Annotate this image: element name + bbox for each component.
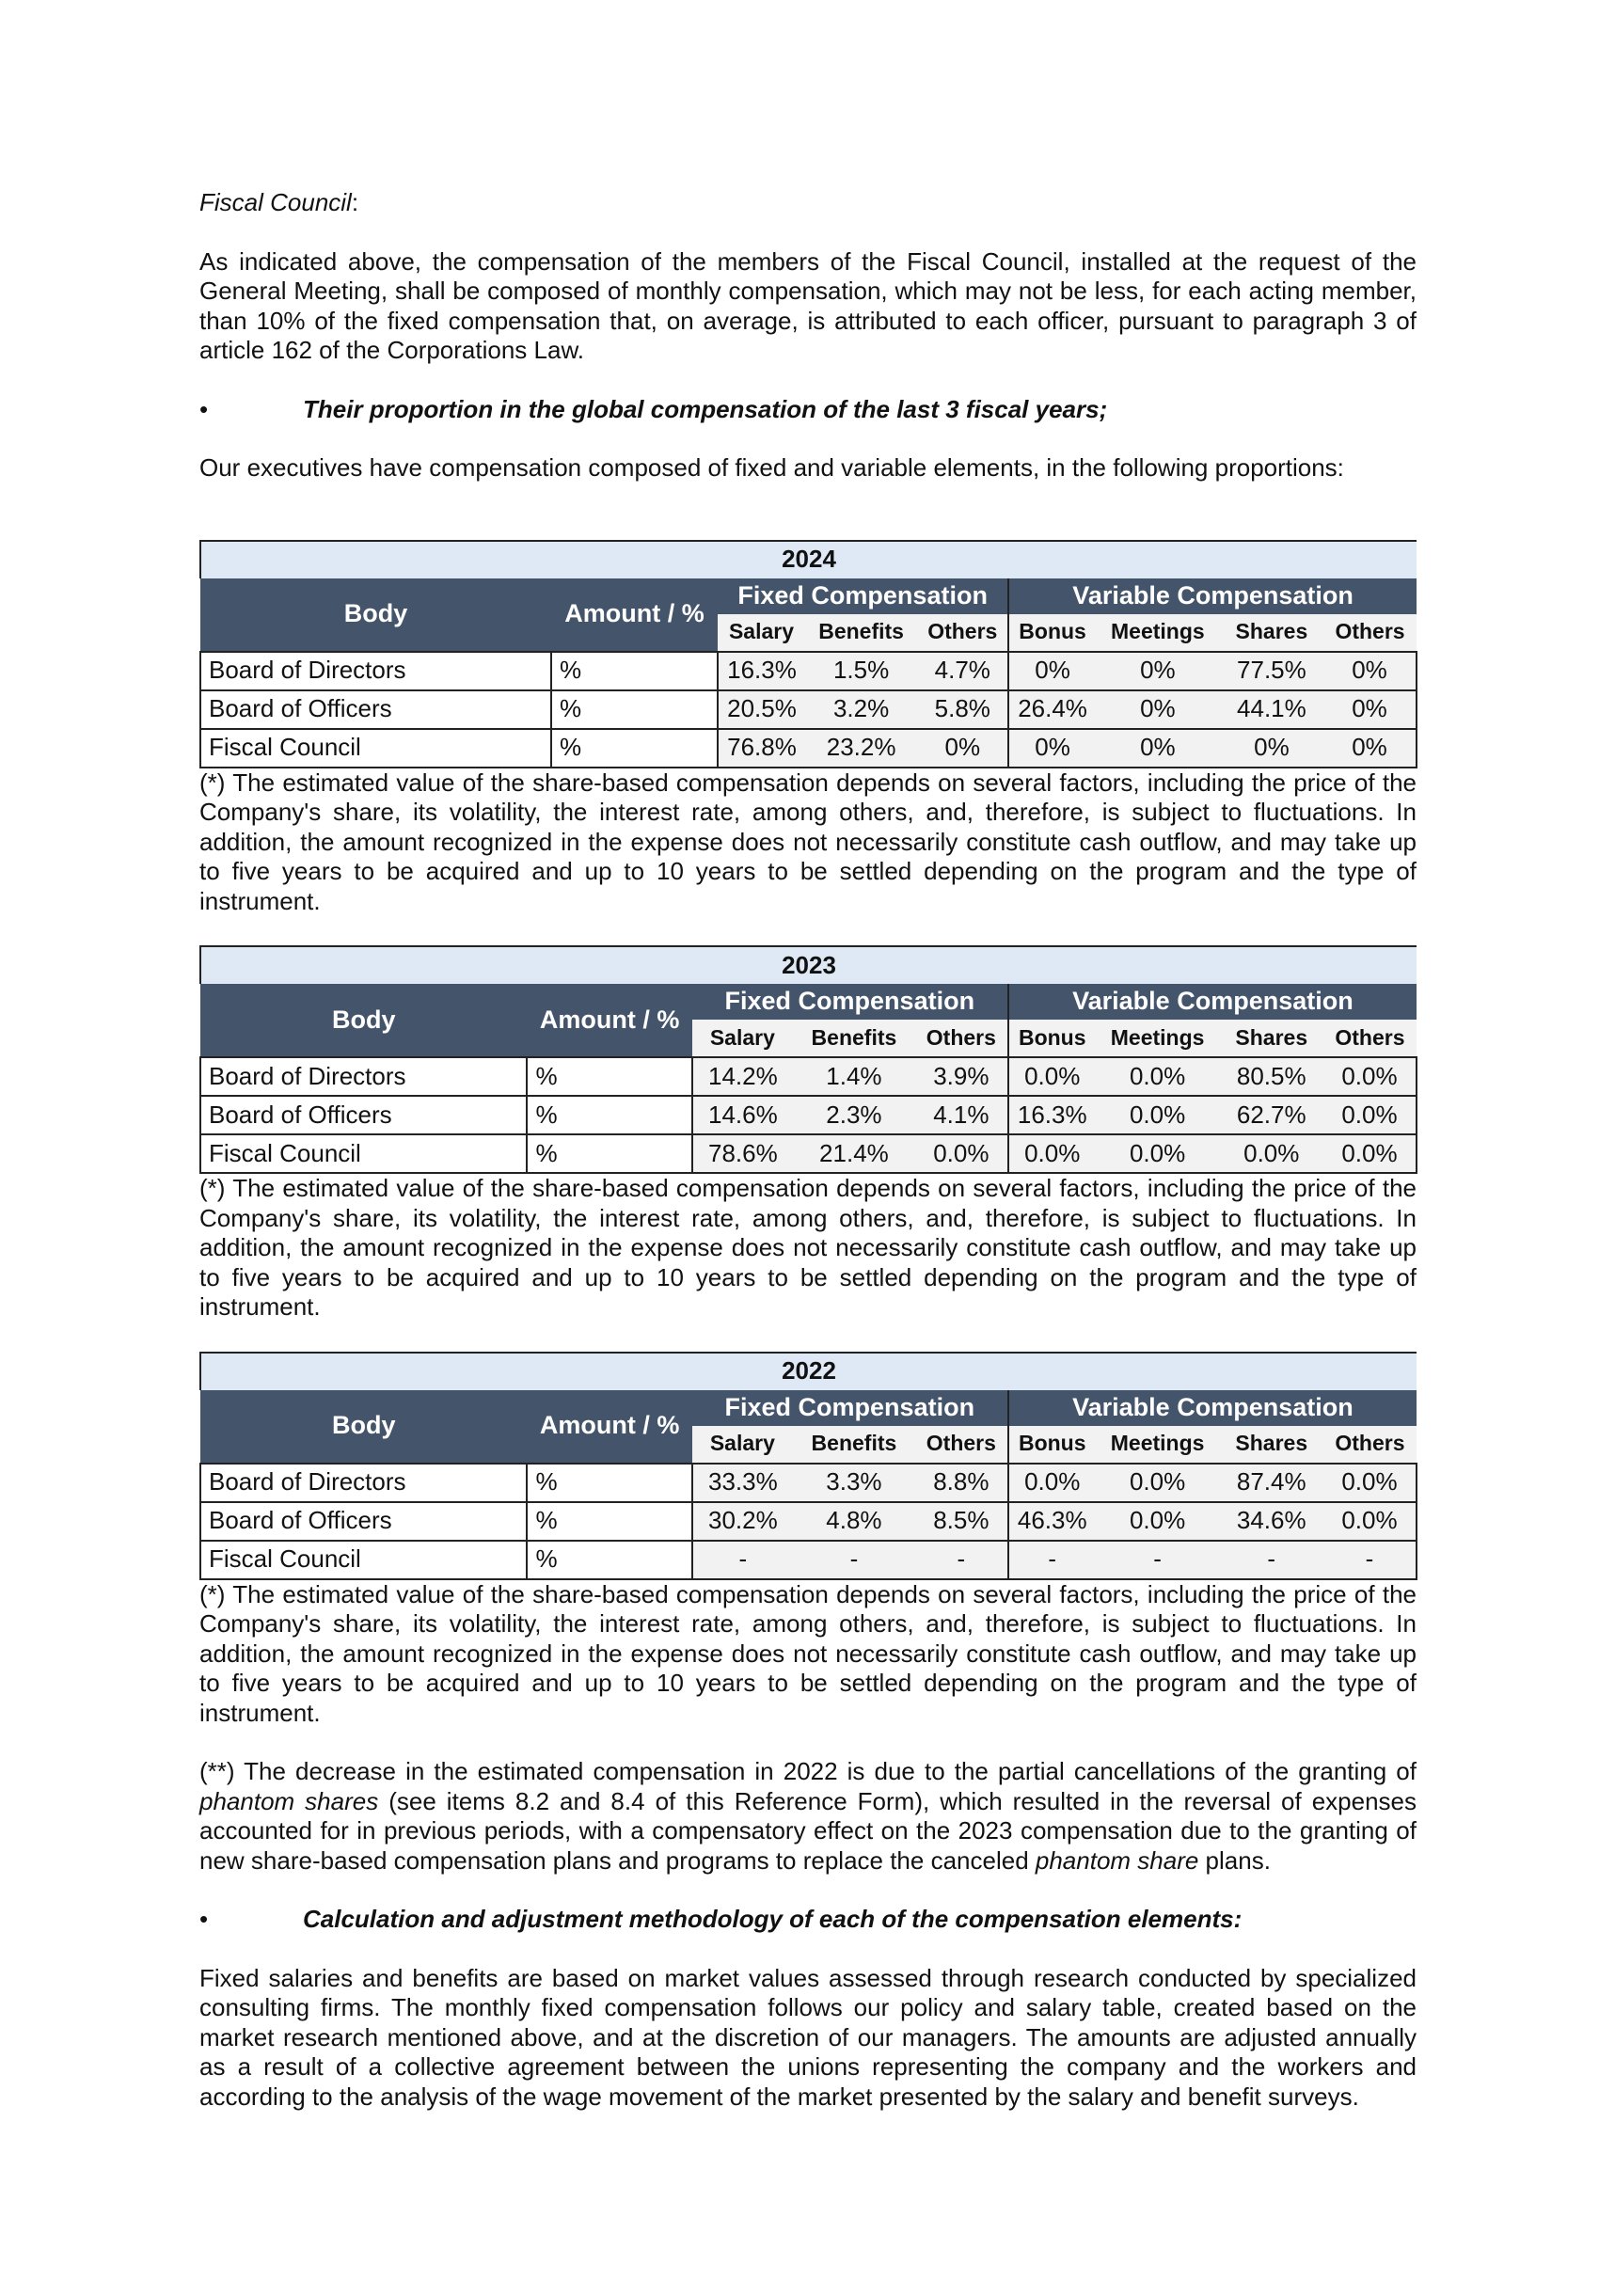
cell-others-variable: 0.0% bbox=[1323, 1057, 1417, 1096]
bullet-methodology-text: Calculation and adjustment methodology of each of the compensation elements: bbox=[303, 1905, 1243, 1933]
cell-others-variable: 0.0% bbox=[1323, 1134, 1417, 1173]
row-amount: % bbox=[527, 1541, 691, 1579]
cell-meetings: 0% bbox=[1096, 652, 1220, 690]
cell-others: 5.8% bbox=[917, 690, 1008, 729]
table-row bbox=[200, 1502, 1417, 1541]
col-header-benefits: Benefits bbox=[793, 1020, 915, 1057]
col-header-salary: Salary bbox=[718, 614, 805, 652]
phantom-shares-note: (**) The decrease in the estimated compensation in 2022 is due to the partial cancellations of the granting of phantom shares (see items 8.2 and 8.4 of this Reference Form), which resulted in the reversal of expenses accounted for in previous periods, with a compensatory effect on the 2023 compensation due to the granting of new share-based compensation plans and programs to replace the canceled phantom share plans. bbox=[199, 1757, 1417, 1875]
row-amount: % bbox=[527, 1502, 691, 1541]
cell-benefits: 21.4% bbox=[793, 1134, 915, 1173]
col-header-others: Others bbox=[915, 1426, 1008, 1464]
col-header-amount: Amount / % bbox=[527, 1390, 691, 1464]
row-amount: % bbox=[527, 1096, 691, 1134]
table-row bbox=[200, 1096, 1417, 1134]
cell-salary: 33.3% bbox=[692, 1464, 793, 1502]
col-header-body: Body bbox=[200, 578, 551, 652]
cell-shares: 44.1% bbox=[1220, 690, 1323, 729]
col-group-fixed: Fixed Compensation bbox=[692, 984, 1008, 1020]
row-label: Board of Officers bbox=[200, 690, 551, 729]
col-header-shares: Shares bbox=[1220, 614, 1323, 652]
cell-benefits: 1.5% bbox=[805, 652, 918, 690]
cell-meetings: 0.0% bbox=[1096, 1096, 1220, 1134]
lead-paragraph: Our executives have compensation composed of fixed and variable elements, in the following proportions: bbox=[199, 453, 1344, 482]
col-header-meetings: Meetings bbox=[1096, 614, 1220, 652]
footnote-2024: (*) The estimated value of the share-based compensation depends on several factors, including the price of the Company's share, its volatility, the interest rate, among others, and, therefore, is subject to fluctuations. In addition, the amount recognized in the expense does not necessarily constitute cash outflow, and may take up to five years to be acquired and up to 10 years to be settled depending on the program and the type of instrument. bbox=[199, 768, 1417, 915]
col-header-others-variable: Others bbox=[1323, 1020, 1417, 1057]
cell-bonus: 0% bbox=[1008, 652, 1096, 690]
col-header-meetings: Meetings bbox=[1096, 1020, 1220, 1057]
col-group-variable: Variable Compensation bbox=[1008, 578, 1417, 614]
cell-bonus: 0.0% bbox=[1008, 1057, 1096, 1096]
col-header-others-variable: Others bbox=[1323, 1426, 1417, 1464]
cell-benefits: 3.2% bbox=[805, 690, 918, 729]
cell-shares: 0% bbox=[1220, 729, 1323, 768]
table-row bbox=[200, 690, 1417, 729]
cell-salary: 14.6% bbox=[692, 1096, 793, 1134]
cell-others-variable: 0.0% bbox=[1323, 1464, 1417, 1502]
closing-paragraph: Fixed salaries and benefits are based on market values assessed through research conducted by specialized consulting firms. The monthly fixed compensation follows our policy and salary table, created based on the market research mentioned above, and at the discretion of our managers. The amounts are adjusted annually as a result of a collective agreement between the unions representing the company and the workers and according to the analysis of the wage movement of the market presented by the salary and benefit surveys. bbox=[199, 1963, 1417, 2111]
col-header-meetings: Meetings bbox=[1096, 1426, 1220, 1464]
cell-bonus: 46.3% bbox=[1008, 1502, 1096, 1541]
cell-others-variable: 0% bbox=[1323, 652, 1417, 690]
cell-others-variable: 0% bbox=[1323, 690, 1417, 729]
col-group-fixed: Fixed Compensation bbox=[692, 1390, 1008, 1426]
cell-benefits: 4.8% bbox=[793, 1502, 915, 1541]
cell-others-variable: 0.0% bbox=[1323, 1096, 1417, 1134]
cell-bonus: 16.3% bbox=[1008, 1096, 1096, 1134]
page-content bbox=[199, 188, 1417, 2112]
row-label: Board of Directors bbox=[200, 652, 551, 690]
cell-salary: 76.8% bbox=[718, 729, 805, 768]
cell-others-variable: 0% bbox=[1323, 729, 1417, 768]
table-block-2022 bbox=[199, 1352, 1417, 1729]
cell-meetings: 0.0% bbox=[1096, 1464, 1220, 1502]
bullet-icon: • bbox=[199, 1905, 209, 1933]
cell-salary: 20.5% bbox=[718, 690, 805, 729]
cell-benefits: 1.4% bbox=[793, 1057, 915, 1096]
cell-shares: 77.5% bbox=[1220, 652, 1323, 690]
col-group-variable: Variable Compensation bbox=[1008, 984, 1417, 1020]
compensation-table-2024 bbox=[199, 540, 1417, 768]
col-group-fixed: Fixed Compensation bbox=[718, 578, 1008, 614]
col-header-benefits: Benefits bbox=[793, 1426, 915, 1464]
cell-benefits: 3.3% bbox=[793, 1464, 915, 1502]
col-header-salary: Salary bbox=[692, 1020, 793, 1057]
row-label: Fiscal Council bbox=[200, 729, 551, 768]
col-header-body: Body bbox=[200, 984, 527, 1057]
row-label: Fiscal Council bbox=[200, 1134, 527, 1173]
table-row bbox=[200, 652, 1417, 690]
cell-others: 8.8% bbox=[915, 1464, 1008, 1502]
fiscal-council-heading: Fiscal Council: bbox=[199, 188, 359, 216]
row-label: Fiscal Council bbox=[200, 1541, 527, 1579]
cell-salary: 30.2% bbox=[692, 1502, 793, 1541]
col-header-bonus: Bonus bbox=[1008, 1426, 1096, 1464]
col-group-variable: Variable Compensation bbox=[1008, 1390, 1417, 1426]
table-row bbox=[200, 1464, 1417, 1502]
col-header-bonus: Bonus bbox=[1008, 1020, 1096, 1057]
cell-benefits: - bbox=[793, 1541, 915, 1579]
cell-meetings: 0% bbox=[1096, 729, 1220, 768]
footnote-2023: (*) The estimated value of the share-based compensation depends on several factors, including the price of the Company's share, its volatility, the interest rate, among others, and, therefore, is subject to fluctuations. In addition, the amount recognized in the expense does not necessarily constitute cash outflow, and may take up to five years to be acquired and up to 10 years to be settled depending on the program and the type of instrument. bbox=[199, 1174, 1417, 1321]
row-amount: % bbox=[551, 652, 718, 690]
table-row bbox=[200, 729, 1417, 768]
cell-shares: 34.6% bbox=[1220, 1502, 1323, 1541]
table-row bbox=[200, 1134, 1417, 1173]
cell-salary: 16.3% bbox=[718, 652, 805, 690]
col-header-amount: Amount / % bbox=[527, 984, 691, 1057]
cell-others: 0.0% bbox=[915, 1134, 1008, 1173]
row-label: Board of Directors bbox=[200, 1057, 527, 1096]
col-header-body: Body bbox=[200, 1390, 527, 1464]
row-amount: % bbox=[551, 690, 718, 729]
col-header-others-variable: Others bbox=[1323, 614, 1417, 652]
bullet-proportion bbox=[199, 395, 1417, 425]
col-header-others: Others bbox=[917, 614, 1008, 652]
cell-shares: 62.7% bbox=[1220, 1096, 1323, 1134]
bullet-icon: • bbox=[199, 394, 209, 423]
cell-shares: 0.0% bbox=[1220, 1134, 1323, 1173]
col-header-bonus: Bonus bbox=[1008, 614, 1096, 652]
cell-meetings: 0.0% bbox=[1096, 1134, 1220, 1173]
cell-others: 8.5% bbox=[915, 1502, 1008, 1541]
col-header-shares: Shares bbox=[1220, 1426, 1323, 1464]
cell-others: - bbox=[915, 1541, 1008, 1579]
table-year: 2022 bbox=[200, 1353, 1417, 1390]
cell-benefits: 23.2% bbox=[805, 729, 918, 768]
bullet-proportion-text: Their proportion in the global compensation of the last 3 fiscal years; bbox=[303, 394, 1108, 423]
cell-others-variable: 0.0% bbox=[1323, 1502, 1417, 1541]
cell-others: 3.9% bbox=[915, 1057, 1008, 1096]
row-amount: % bbox=[527, 1464, 691, 1502]
row-label: Board of Officers bbox=[200, 1502, 527, 1541]
col-header-shares: Shares bbox=[1220, 1020, 1323, 1057]
footnote-2022: (*) The estimated value of the share-based compensation depends on several factors, including the price of the Company's share, its volatility, the interest rate, among others, and, therefore, is subject to fluctuations. In addition, the amount recognized in the expense does not necessarily constitute cash outflow, and may take up to five years to be acquired and up to 10 years to be settled depending on the program and the type of instrument. bbox=[199, 1579, 1417, 1727]
col-header-amount: Amount / % bbox=[551, 578, 718, 652]
col-header-others: Others bbox=[915, 1020, 1008, 1057]
cell-bonus: 0% bbox=[1008, 729, 1096, 768]
cell-others: 0% bbox=[917, 729, 1008, 768]
cell-shares: - bbox=[1220, 1541, 1323, 1579]
cell-benefits: 2.3% bbox=[793, 1096, 915, 1134]
cell-meetings: 0.0% bbox=[1096, 1502, 1220, 1541]
table-block-2024 bbox=[199, 540, 1417, 917]
table-year: 2023 bbox=[200, 946, 1417, 984]
row-amount: % bbox=[551, 729, 718, 768]
table-row bbox=[200, 1541, 1417, 1579]
cell-others: 4.1% bbox=[915, 1096, 1008, 1134]
table-row bbox=[200, 1057, 1417, 1096]
row-amount: % bbox=[527, 1134, 691, 1173]
cell-shares: 87.4% bbox=[1220, 1464, 1323, 1502]
cell-salary: 14.2% bbox=[692, 1057, 793, 1096]
cell-bonus: - bbox=[1008, 1541, 1096, 1579]
cell-meetings: 0% bbox=[1096, 690, 1220, 729]
col-header-benefits: Benefits bbox=[805, 614, 918, 652]
col-header-salary: Salary bbox=[692, 1426, 793, 1464]
cell-bonus: 26.4% bbox=[1008, 690, 1096, 729]
cell-others-variable: - bbox=[1323, 1541, 1417, 1579]
compensation-table-2022 bbox=[199, 1352, 1417, 1580]
cell-others: 4.7% bbox=[917, 652, 1008, 690]
table-block-2023 bbox=[199, 945, 1417, 1322]
cell-shares: 80.5% bbox=[1220, 1057, 1323, 1096]
cell-bonus: 0.0% bbox=[1008, 1134, 1096, 1173]
cell-bonus: 0.0% bbox=[1008, 1464, 1096, 1502]
cell-meetings: 0.0% bbox=[1096, 1057, 1220, 1096]
compensation-table-2023 bbox=[199, 945, 1417, 1174]
cell-salary: 78.6% bbox=[692, 1134, 793, 1173]
row-label: Board of Directors bbox=[200, 1464, 527, 1502]
cell-salary: - bbox=[692, 1541, 793, 1579]
row-label: Board of Officers bbox=[200, 1096, 527, 1134]
cell-meetings: - bbox=[1096, 1541, 1220, 1579]
row-amount: % bbox=[527, 1057, 691, 1096]
table-year: 2024 bbox=[200, 541, 1417, 578]
bullet-methodology bbox=[199, 1905, 1417, 1935]
fiscal-council-paragraph: As indicated above, the compensation of the members of the Fiscal Council, installed at the request of the General Meeting, shall be composed of monthly compensation, which may not be less, for each acting member, than 10% of the fixed compensation that, on average, is attributed to each officer, pursuant to paragraph 3 of article 162 of the Corporations Law. bbox=[199, 246, 1417, 364]
